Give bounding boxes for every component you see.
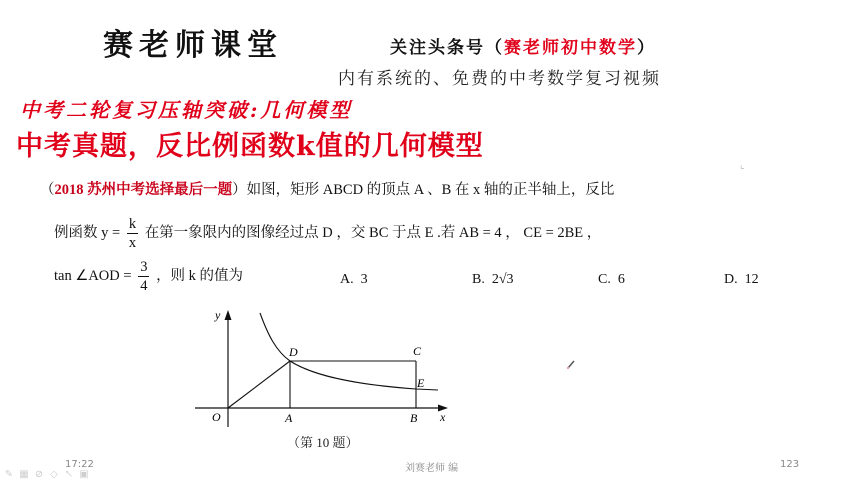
- follow-suffix: ）: [637, 38, 656, 58]
- eraser-icon[interactable]: ◇: [50, 469, 58, 480]
- tagline: 内有系统的、免费的中考数学复习视频: [338, 69, 661, 89]
- figure-caption: （第 10 题）: [287, 435, 359, 450]
- option-value: 2√3: [491, 272, 514, 287]
- pointer-icon[interactable]: ↖: [64, 469, 74, 480]
- line3-suffix: ，则 k 的值为: [156, 267, 244, 284]
- option-value: 6: [617, 272, 625, 287]
- question-source: 2018 苏州中考选择最后一题: [54, 182, 233, 198]
- option-label: A.: [340, 272, 354, 287]
- frac-denominator: x: [128, 235, 137, 251]
- fraction-k-over-x: [127, 215, 138, 252]
- line3-prefix: tan ∠AOD =: [54, 267, 132, 284]
- line2-prefix: 例函数 y =: [54, 224, 121, 241]
- label-b: B: [410, 411, 418, 425]
- hyperbola-curve: [260, 313, 438, 390]
- y-axis-arrow-icon: [225, 310, 232, 320]
- label-e: E: [417, 376, 425, 390]
- frac-numerator: 3: [140, 259, 148, 275]
- option-a: [340, 272, 368, 288]
- follow-prefix: 关注头条号（: [390, 38, 504, 58]
- line2-suffix: 在第一象限内的图像经过点 D ，交 BC 于点 E .若 AB = 4 ， CE = 2BE ，: [144, 224, 602, 241]
- label-x: x: [440, 410, 446, 424]
- geometry-figure: [190, 305, 460, 430]
- footer-author: 刘赛老师 编: [405, 463, 459, 474]
- label-o: O: [212, 410, 221, 424]
- question-line-3: [54, 258, 243, 295]
- pen-icon[interactable]: ✎: [4, 469, 14, 480]
- annotation-toolbar: [4, 470, 89, 480]
- link-icon[interactable]: ⊘: [34, 469, 44, 480]
- label-c: C: [413, 344, 422, 358]
- question-line1-text: ）如图，矩形 ABCD 的顶点 A 、B 在 x 轴的正半轴上，反比: [232, 182, 615, 198]
- section-subtitle: 中考二轮复习压轴突破:几何模型: [20, 98, 353, 122]
- footer-time: 17:22: [65, 459, 94, 470]
- page-headline: 中考真题，反比例函数k值的几何模型: [16, 131, 484, 162]
- option-label: B.: [472, 272, 485, 287]
- option-value: 3: [360, 272, 368, 287]
- footer-page-number: 123: [780, 459, 800, 470]
- option-label: C.: [598, 272, 611, 287]
- question-line-1: （2018 苏州中考选择最后一题）如图，矩形 ABCD 的顶点 A 、B 在 x 轴的正半轴上，反比: [40, 182, 615, 198]
- corner-mark: ⌞: [740, 160, 745, 171]
- comment-icon[interactable]: ▣: [79, 469, 89, 480]
- option-label: D.: [724, 272, 738, 287]
- grid-icon[interactable]: ▦: [19, 469, 29, 480]
- fraction-3-over-4: [138, 258, 149, 295]
- follow-account: 赛老师初中数学: [504, 38, 637, 58]
- brand-title: 赛老师课堂: [103, 28, 283, 63]
- frac-denominator: 4: [140, 278, 148, 294]
- label-d: D: [289, 345, 298, 359]
- pen-cursor-icon: [566, 360, 576, 370]
- option-d: [724, 272, 759, 288]
- option-value: 12: [744, 272, 759, 287]
- question-line-2: [54, 215, 601, 252]
- option-b: [472, 272, 514, 288]
- label-y: y: [215, 308, 221, 322]
- label-a: A: [285, 411, 293, 425]
- frac-numerator: k: [128, 216, 137, 232]
- follow-notice: [390, 33, 656, 58]
- segment-od: [228, 361, 290, 408]
- option-c: [598, 272, 625, 288]
